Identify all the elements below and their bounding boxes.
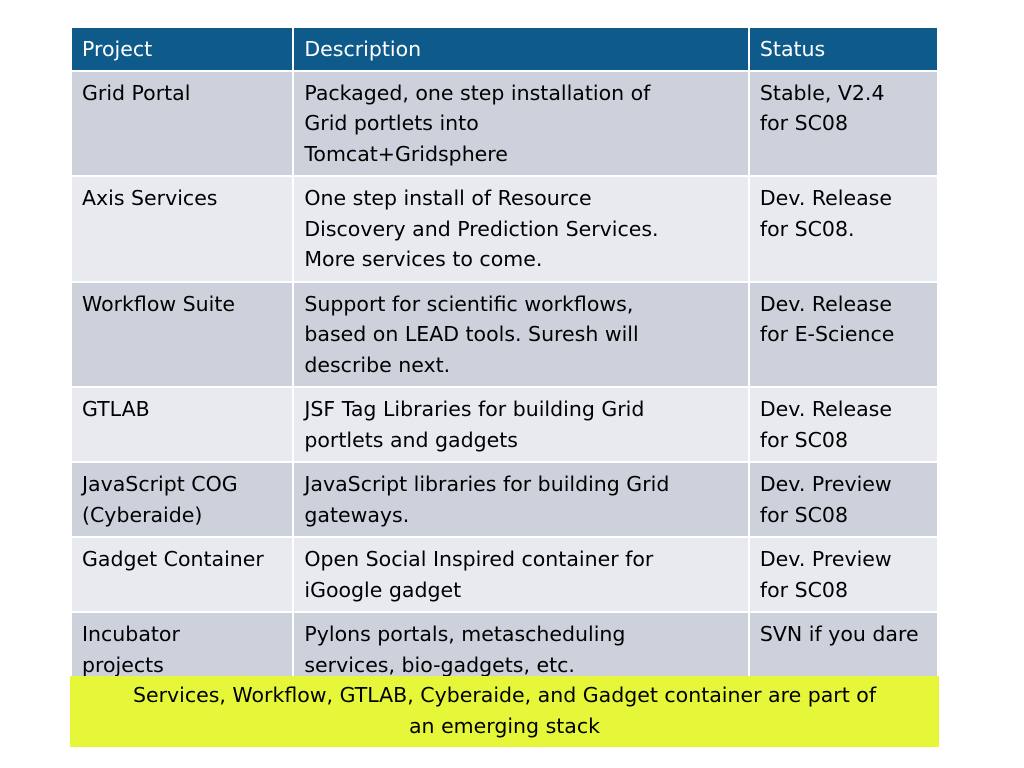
project-cell: Incubator projects: [71, 612, 293, 687]
project-cell: JavaScript COG (Cyberaide): [71, 462, 293, 537]
summary-banner-text: Services, Workflow, GTLAB, Cyberaide, and Gadget container are part of an emerging stack: [132, 683, 877, 738]
table-row: [71, 537, 938, 612]
description-cell: JavaScript libraries for building Grid gateways.: [293, 462, 749, 537]
description-cell: Packaged, one step installation of Grid portlets into Tomcat+Gridsphere: [293, 71, 749, 177]
status-cell: Dev. Preview for SC08: [749, 537, 938, 612]
status-cell: Dev. Release for SC08.: [749, 176, 938, 282]
description-cell: JSF Tag Libraries for building Grid portlets and gadgets: [293, 387, 749, 462]
project-cell: Axis Services: [71, 176, 293, 282]
status-cell: Dev. Release for SC08: [749, 387, 938, 462]
description-cell: Support for scientific workflows, based on LEAD tools. Suresh will describe next.: [293, 282, 749, 388]
summary-banner: [70, 676, 939, 747]
status-cell: Dev. Release for E-Science: [749, 282, 938, 388]
table-row: [71, 462, 938, 537]
project-cell: Workflow Suite: [71, 282, 293, 388]
header-project: Project: [71, 27, 293, 71]
status-cell: Dev. Preview for SC08: [749, 462, 938, 537]
description-cell: Open Social Inspired container for iGoogle gadget: [293, 537, 749, 612]
table-row: [71, 387, 938, 462]
projects-table: [70, 26, 939, 688]
project-cell: Grid Portal: [71, 71, 293, 177]
description-cell: Pylons portals, metascheduling services, bio-gadgets, etc.: [293, 612, 749, 687]
project-cell: Gadget Container: [71, 537, 293, 612]
table-row: [71, 282, 938, 388]
status-cell: SVN if you dare: [749, 612, 938, 687]
table-row: [71, 176, 938, 282]
header-status: Status: [749, 27, 938, 71]
project-cell: GTLAB: [71, 387, 293, 462]
status-cell: Stable, V2.4 for SC08: [749, 71, 938, 177]
description-cell: One step install of Resource Discovery and Prediction Services. More services to come.: [293, 176, 749, 282]
header-description: Description: [293, 27, 749, 71]
table-row: [71, 71, 938, 177]
table-header-row: [71, 27, 938, 71]
